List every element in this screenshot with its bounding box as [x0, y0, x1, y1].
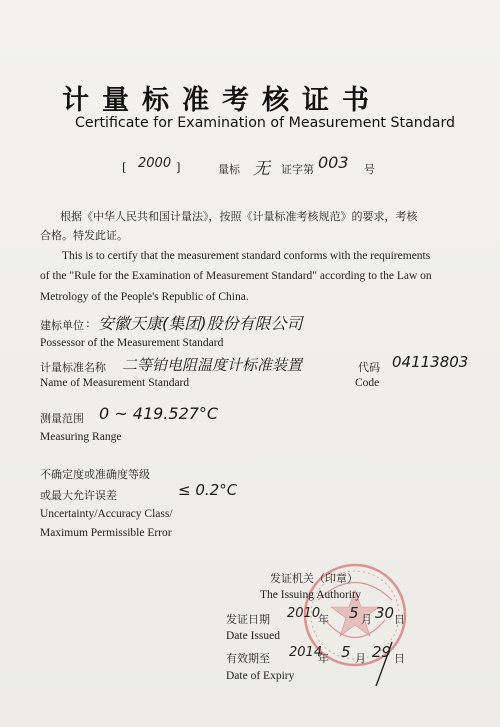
cert-number-handwritten-char: 无 — [253, 159, 270, 179]
code-label-cn: 代码 — [358, 361, 380, 374]
date-issued-day-unit: 日 — [394, 613, 405, 626]
possessor-label-colon: : — [86, 317, 90, 330]
date-expiry-label-cn: 有效期至 — [226, 652, 270, 665]
possessor-value: 安徽天康(集团)股份有限公司 — [98, 314, 303, 333]
standard-name-value: 二等铂电阻温度计标准装置 — [122, 356, 303, 374]
signature-stroke-icon — [370, 640, 400, 690]
code-label-en: Code — [355, 377, 380, 389]
date-issued-year: 2010 — [287, 606, 321, 621]
title-chinese: 计量标准考核证书 — [62, 85, 382, 116]
uncertainty-label-cn-1: 不确定度或准确度等级 — [40, 468, 150, 481]
date-expiry-year: 2014 — [289, 645, 323, 660]
standard-name-label-cn: 计量标准名称 — [40, 361, 106, 374]
date-issued-month: 5 — [349, 604, 359, 622]
date-issued-label-cn: 发证日期 — [226, 613, 270, 626]
date-expiry-year-unit: 年 — [318, 652, 329, 665]
possessor-label-cn: 建标单位 — [40, 319, 84, 332]
statement-cn-line-1: 根据《中华人民共和国计量法》，按照《计量标准考核规范》的要求，考核 — [60, 210, 418, 223]
uncertainty-label-cn-2: 或最大允许误差 — [40, 489, 117, 502]
date-expiry-day-unit: 日 — [394, 652, 405, 665]
uncertainty-label-en-1: Uncertainty/Accuracy Class/ — [40, 508, 173, 520]
statement-en-line-2: of the "Rule for the Examination of Measurement Standard" according to the Law on — [40, 270, 432, 282]
date-expiry-day: 29 — [372, 643, 392, 661]
authority-label-cn: 发证机关（印章） — [270, 572, 358, 585]
cert-number-bracket-close: ] — [176, 160, 181, 174]
date-issued-day: 30 — [375, 604, 395, 622]
cert-number-year: 2000 — [138, 156, 172, 171]
cert-number-suffix: 号 — [364, 163, 375, 176]
date-issued-label-en: Date Issued — [226, 630, 280, 642]
uncertainty-label-en-2: Maximum Permissible Error — [40, 527, 172, 539]
statement-en-line-3: Metrology of the People's Republic of China. — [40, 291, 249, 303]
date-expiry-month: 5 — [341, 643, 351, 661]
standard-name-label-en: Name of Measurement Standard — [40, 377, 190, 389]
cert-number-prefix: 量标 — [218, 163, 240, 176]
date-expiry-label-en: Date of Expiry — [226, 670, 295, 682]
date-issued-month-unit: 月 — [361, 613, 372, 626]
range-label-en: Measuring Range — [40, 431, 122, 443]
possessor-label-en: Possessor of the Measurement Standard — [40, 337, 224, 349]
statement-en-line-1: This is to certify that the measurement standard conforms with the requirements — [62, 250, 431, 262]
date-issued-year-unit: 年 — [318, 613, 329, 626]
cert-number-mid-label: 证字第 — [281, 163, 314, 176]
statement-cn-line-2: 合格。特发此证。 — [40, 229, 128, 242]
title-english: Certificate for Examination of Measurement Standard — [75, 115, 456, 131]
cert-number-value: 003 — [318, 153, 349, 172]
cert-number-bracket-open: [ — [122, 160, 127, 174]
date-expiry-month-unit: 月 — [355, 652, 366, 665]
authority-label-en: The Issuing Authority — [260, 589, 361, 601]
range-value: 0 ~ 419.527°C — [99, 404, 219, 423]
code-value: 04113803 — [392, 353, 469, 371]
range-label-cn: 测量范围 — [40, 412, 84, 425]
uncertainty-value: ≤ 0.2°C — [178, 481, 238, 499]
